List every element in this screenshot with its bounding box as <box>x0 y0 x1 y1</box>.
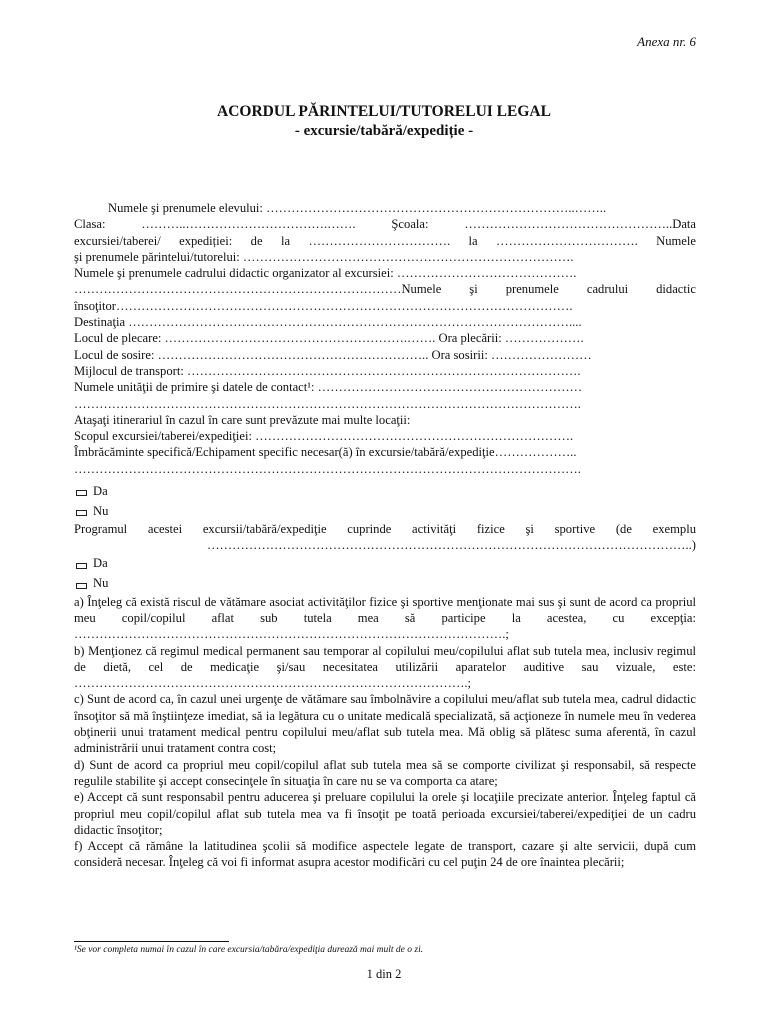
class-school-field[interactable]: Clasa: ………..…………………………….……. Şcoala: …………………………………………..Data <box>74 217 696 232</box>
organizer-teacher-continuation[interactable]: ……………………………………………………………………Numele şi prenumele cadrului didactic <box>74 282 696 297</box>
equipment-continuation[interactable]: …………………………………………………………………………………………………………. <box>74 461 581 476</box>
student-name-field[interactable]: Numele şi prenumele elevului: ………………………………………………………………..…….. <box>108 201 607 215</box>
document-subtitle: - excursie/tabără/expediție - <box>294 123 474 139</box>
host-unit-continuation[interactable]: …………………………………………………………………………………………………………. <box>74 396 581 411</box>
physical-option-no[interactable] <box>74 574 696 594</box>
clause-a: a) Înţeleg că există riscul de vătămare asociat activităţilor fizice şi sportive menţionate mai sus şi sunt de acord ca propriul meu copil/copilul aflat sub tutela mea să participe la acestea, cu excepţia: ………………………………………………………………………………………….; <box>74 594 696 642</box>
physical-activities-field[interactable]: ……………………………………………………………………………………………………..) <box>206 538 696 553</box>
departure-field[interactable]: Locul de plecare: ………………………………………………….……. Ora plecării: ………………. <box>74 331 584 346</box>
option-label: Nu <box>93 576 109 591</box>
clause-f: f) Accept că rămâne la latitudinea şcolii să modifice aspectele legate de transport, cazare şi alte servicii, după cum consideră necesar. Înţeleg că voi fi informat asupra acestor modificări cu cel puţin 24 de ore înaintea plecării; <box>74 839 696 870</box>
organizer-teacher-field[interactable]: Numele şi prenumele cadrului didactic organizator al excursiei: ……………………………………. <box>74 266 577 281</box>
equipment-field[interactable]: Îmbrăcăminte specifică/Echipament specific necesar(ă) în excursie/tabără/expediţie……………….. <box>74 445 577 460</box>
footnote-divider <box>74 941 229 942</box>
checkbox-icon[interactable] <box>76 583 87 589</box>
clause-d: d) Sunt de acord ca propriul meu copil/copilul aflat sub tutela mea să se comporte civilizat şi responsabil, să respecte regulile stabilite şi accept consecinţele în situaţia în care nu se va comporta ca atare; <box>74 757 696 788</box>
clause-c: c) Sunt de acord ca, în cazul unei urgenţe de vătămare sau îmbolnăvire a copilului meu/aflat sub tutela mea, cadrul didactic însoţitor să mă înştiinţeze imediat, să ia legătura cu o unitate medicală specializată, să acţioneze în numele meu în vederea obţinerii unui tratament medical pentru copilului meu/aflat sub tutela mea. Mă oblig să plătesc suma aferentă, în cazul administrării unui tratament contra cost; <box>74 692 696 756</box>
host-unit-field[interactable]: Numele unităţii de primire şi datele de contact¹: ……………………………………………………… <box>74 380 583 395</box>
form-body <box>74 200 696 871</box>
parent-name-field[interactable]: şi prenumele părintelui/tutorelui: ……………………………………………………………………. <box>74 249 574 264</box>
transport-field[interactable]: Mijlocul de transport: …………………………………………………………………………………. <box>74 363 581 378</box>
destination-field[interactable]: Destinaţia …………………………………………………………………………………………….... <box>74 315 582 330</box>
equipment-option-no[interactable] <box>74 501 696 521</box>
arrival-field[interactable]: Locul de sosire: ……………………………………………………….. Ora sosirii: …………………… <box>74 347 592 362</box>
document-title: ACORDUL PĂRINTELUI/TUTORELUI LEGAL <box>217 103 551 120</box>
itinerary-note: Ataşaţi itinerariul în cazul în care sunt prevăzute mai multe locaţii: <box>74 412 411 427</box>
accompanying-teacher-field[interactable]: însoţitor………………………………………………………………………………………………. <box>74 298 573 313</box>
page-number: 1 din 2 <box>366 967 402 981</box>
trip-purpose-field[interactable]: Scopul excursiei/taberei/expediţiei: …………………………………………………………………. <box>74 429 574 444</box>
option-label: Nu <box>93 503 109 518</box>
footnote: ¹Se vor completa numai în cazul în care excursia/tabăra/expediţia durează mai mult de o zi. <box>74 945 424 955</box>
checkbox-icon[interactable] <box>76 563 87 569</box>
option-label: Da <box>93 483 108 498</box>
equipment-option-yes[interactable] <box>74 481 696 501</box>
checkbox-icon[interactable] <box>76 510 87 516</box>
option-label: Da <box>93 556 108 571</box>
checkbox-icon[interactable] <box>76 490 87 496</box>
clause-e: e) Accept că sunt responsabil pentru aducerea şi preluare copilului la orele şi locaţiile precizate anterior. Înţeleg faptul că propriul meu copil/copilul aflat sub tutela mea va fi însoţit pe toată perioada excursiei/taberei/expediţiei de un cadru didactic însoţitor; <box>74 790 696 837</box>
trip-dates-field[interactable]: excursiei/taberei/ expediției: de la ……………………………. la ……………………………. Numele <box>74 233 696 248</box>
annex-label: Anexa nr. 6 <box>637 34 696 49</box>
physical-activities-question: Programul acestei excursii/tabără/expediţie cuprinde activităţi fizice şi sportive (de exemplu <box>74 522 696 537</box>
physical-option-yes[interactable] <box>74 554 696 574</box>
clause-b: b) Menţionez că regimul medical permanent sau temporar al copilului meu/copilului aflat sub tutela mea, inclusiv regimul de dietă, cel de medicaţie şi/sau necesitatea utilizării aparatelor auditive sau vizuale, este: ………………………………………………………………………………….; <box>74 643 696 691</box>
